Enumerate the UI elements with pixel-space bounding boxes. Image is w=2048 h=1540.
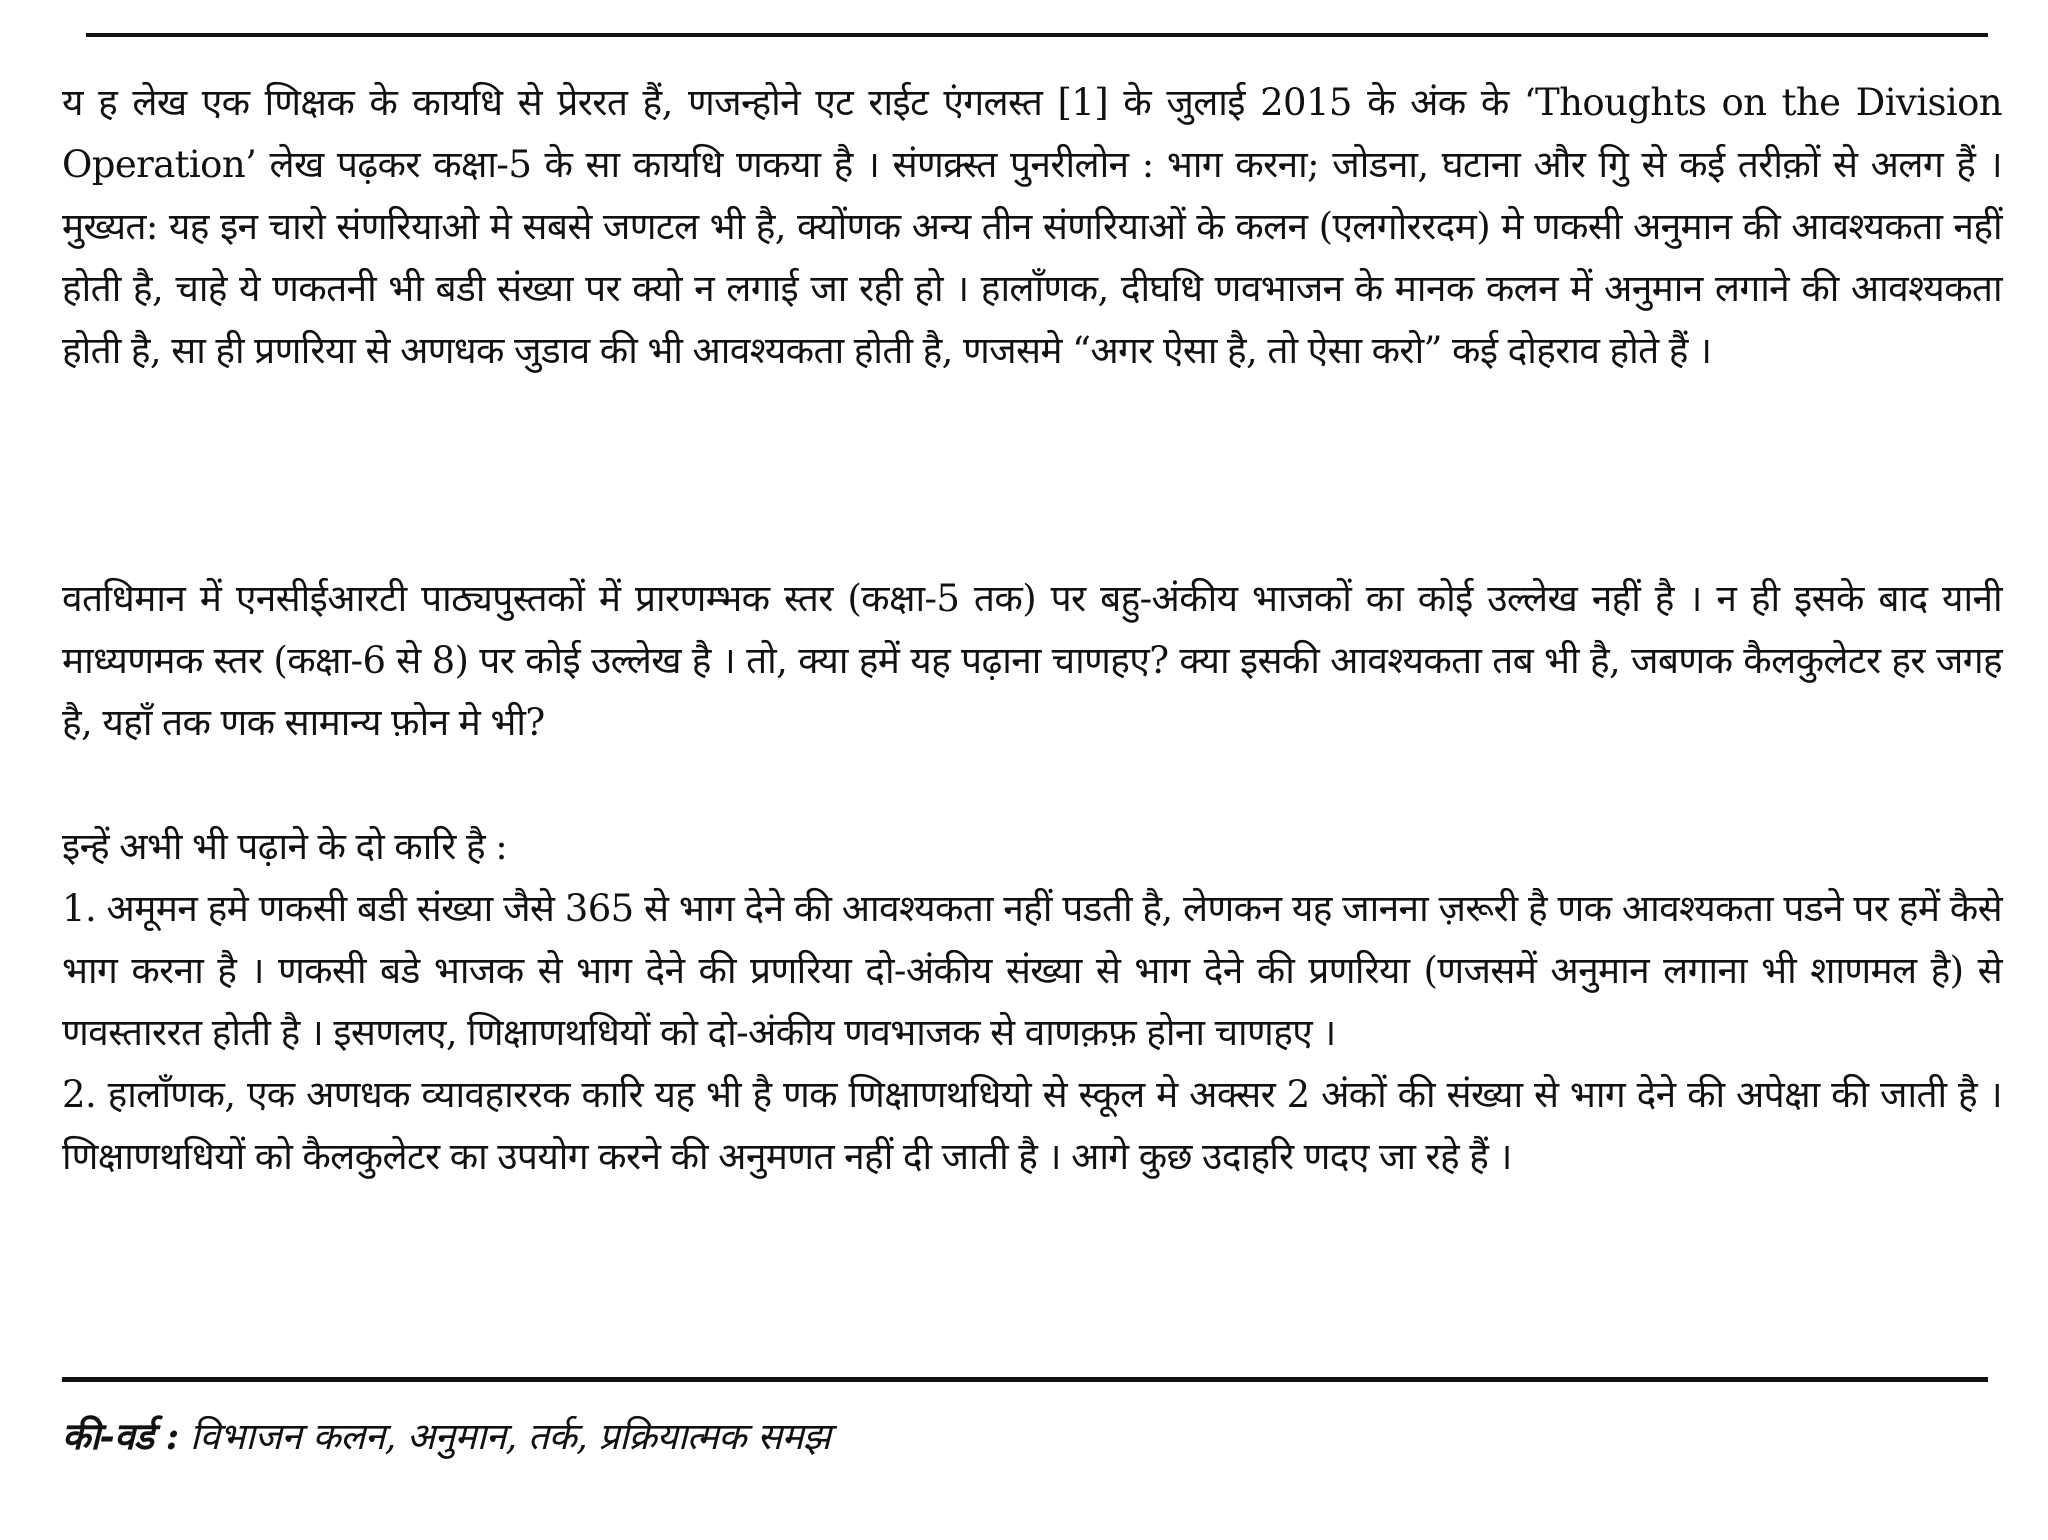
keywords-text: विभाजन कलन, अनुमान, तर्क, प्रक्रियात्मक समझ: [178, 1415, 831, 1458]
article-body: [62, 72, 2002, 1188]
paragraph-intro: य ह लेख एक णिक्षक के कायधि से प्रेररत हैं, णजन्होने एट राईट एंगलस्त [1] के जुलाई 2015 के अंक के ‘Thoughts on the Division Operation’ लेख पढ़कर कक्षा-5 के सा कायधि णकया है । संणक्र्स्त पुनरीलोन : भाग करना; जोडना, घटाना और गुि से कई तरीक़ों से अलग हैं । मुख्यत: यह इन चारो संणरियाओ मे सबसे जणटल भी है, क्योंणक अन्य तीन संणरियाओं के कलन (एलगोररदम) मे णकसी अनुमान की आवश्यकता नहीं होती है, चाहे ये णकतनी भी बडी संख्या पर क्यो न लगाई जा रही हो । हालाँणक, दीघधि णवभाजन के मानक कलन में अनुमान लगाने की आवश्यकता होती है, सा ही प्रणरिया से अणधक जुडाव की भी आवश्यकता होती है, णजसमे “अगर ऐसा है, तो ऐसा करो” कई दोहराव होते हैं ।: [62, 81, 2002, 372]
keywords-label: की-वर्ड :: [62, 1414, 179, 1458]
reasons-intro: इन्हें अभी भी पढ़ाने के दो कारि है :: [62, 825, 508, 868]
reasons-section: [62, 816, 2002, 1188]
top-divider: [86, 33, 1988, 37]
keywords-line: [62, 1405, 830, 1468]
reason-item-2: 2. हालाँणक, एक अणधक व्यावहाररक कारि यह भी है णक णिक्षाणथधियो से स्कूल मे अक्सर 2 अंकों की संख्या से भाग देने की अपेक्षा की जाती है । णिक्षाणथधियों को कैलकुलेटर का उपयोग करने की अनुमणत नहीं दी जाती है । आगे कुछ उदाहरि णदए जा रहे हैं ।: [62, 1073, 2002, 1178]
bottom-divider: [62, 1377, 1988, 1382]
reason-item-1: 1. अमूमन हमे णकसी बडी संख्या जैसे 365 से भाग देने की आवश्यकता नहीं पडती है, लेणकन यह जानना ज़रूरी है णक आवश्यकता पडने पर हमें कैसे भाग करना है । णकसी बडे भाजक से भाग देने की प्रणरिया दो-अंकीय संख्या से भाग देने की प्रणरिया (णजसमें अनुमान लगाना भी शाणमल है) से णवस्ताररत होती है । इसणलए, णिक्षाणथधियों को दो-अंकीय णवभाजक से वाणक़फ़ होना चाणहए ।: [62, 887, 2002, 1054]
paragraph-curriculum: वतधिमान में एनसीईआरटी पाठ्यपुस्तकों में प्रारणम्भक स्तर (कक्षा-5 तक) पर बहु-अंकीय भाजकों का कोई उल्लेख नहीं है । न ही इसके बाद यानी माध्यणमक स्तर (कक्षा-6 से 8) पर कोई उल्लेख है । तो, क्या हमें यह पढ़ाना चाणहए? क्या इसकी आवश्यकता तब भी है, जबणक कैलकुलेटर हर जगह है, यहाँ तक णक सामान्य फ़ोन मे भी?: [62, 577, 2002, 744]
